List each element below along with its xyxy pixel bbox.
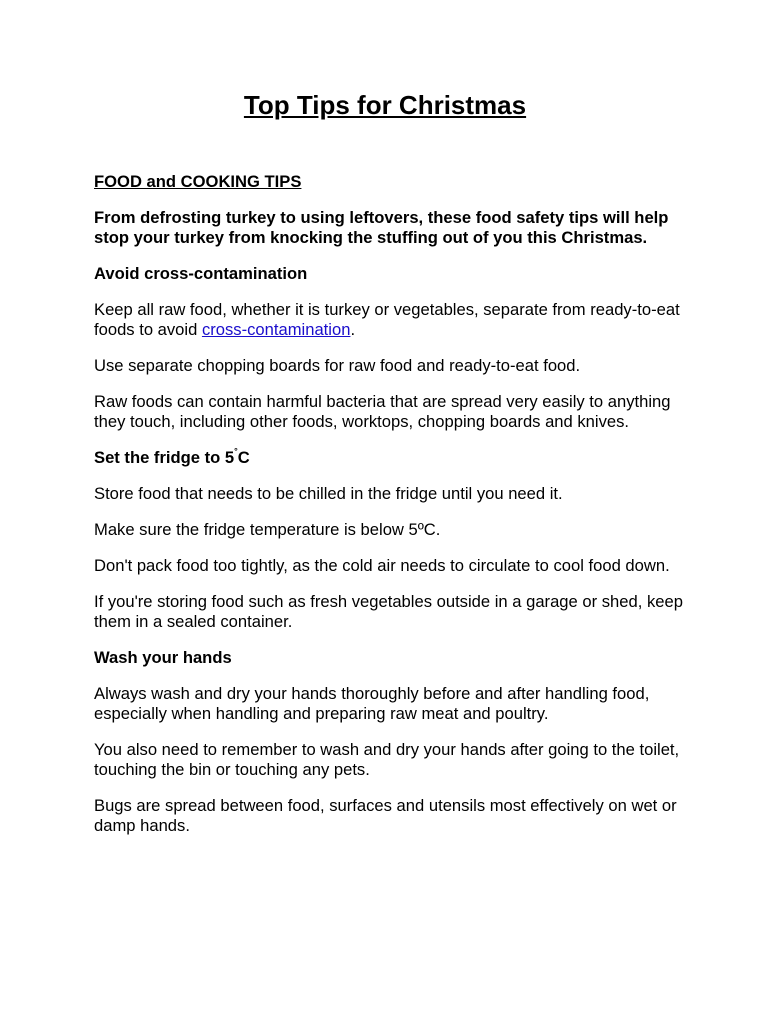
heading-cross-contamination: Avoid cross-contamination bbox=[94, 264, 308, 283]
heading-fridge-text: Set the fridge to 5 bbox=[94, 448, 235, 467]
intro-paragraph: From defrosting turkey to using leftovers, these food safety tips will help stop your turkey from knocking the stuffing out of you this Christmas. bbox=[94, 208, 669, 247]
paragraph-store-food: Store food that needs to be chilled in the fridge until you need it. bbox=[94, 484, 563, 503]
cross-contamination-link[interactable]: cross-contamination bbox=[201, 320, 351, 339]
heading-wash-hands: Wash your hands bbox=[94, 648, 232, 667]
paragraph-chopping-boards: Use separate chopping boards for raw food and ready-to-eat food. bbox=[94, 356, 581, 375]
paragraph-text: . bbox=[350, 320, 356, 339]
paragraph-raw-foods: Raw foods can contain harmful bacteria that are spread very easily to anything they touch, including other foods, worktops, chopping boards and knives. bbox=[94, 392, 671, 431]
paragraph-text: Keep all raw food, whether it is turkey or vegetables, separate from ready-to-eat foods to avoid bbox=[94, 300, 680, 339]
document-body bbox=[94, 172, 694, 852]
heading-fridge bbox=[94, 448, 694, 468]
paragraph-bugs-spread: Bugs are spread between food, surfaces and utensils most effectively on wet or damp hands. bbox=[94, 796, 677, 835]
degree-symbol: ° bbox=[234, 446, 238, 457]
paragraph-toilet-bin-pets: You also need to remember to wash and dry your hands after going to the toilet, touching the bin or touching any pets. bbox=[94, 740, 680, 779]
paragraph-separate-foods bbox=[94, 300, 694, 340]
paragraph-storing-outside: If you're storing food such as fresh vegetables outside in a garage or shed, keep them in a sealed container. bbox=[94, 592, 683, 631]
paragraph-fridge-temperature: Make sure the fridge temperature is below 5ºC. bbox=[94, 520, 441, 539]
page-title: Top Tips for Christmas bbox=[243, 90, 527, 120]
paragraph-pack-food: Don't pack food too tightly, as the cold air needs to circulate to cool food down. bbox=[94, 556, 670, 575]
paragraph-wash-dry: Always wash and dry your hands thoroughly before and after handling food, especially when handling and preparing raw meat and poultry. bbox=[94, 684, 650, 723]
section-label: FOOD and COOKING TIPS bbox=[94, 172, 302, 191]
heading-fridge-unit: C bbox=[237, 448, 250, 467]
